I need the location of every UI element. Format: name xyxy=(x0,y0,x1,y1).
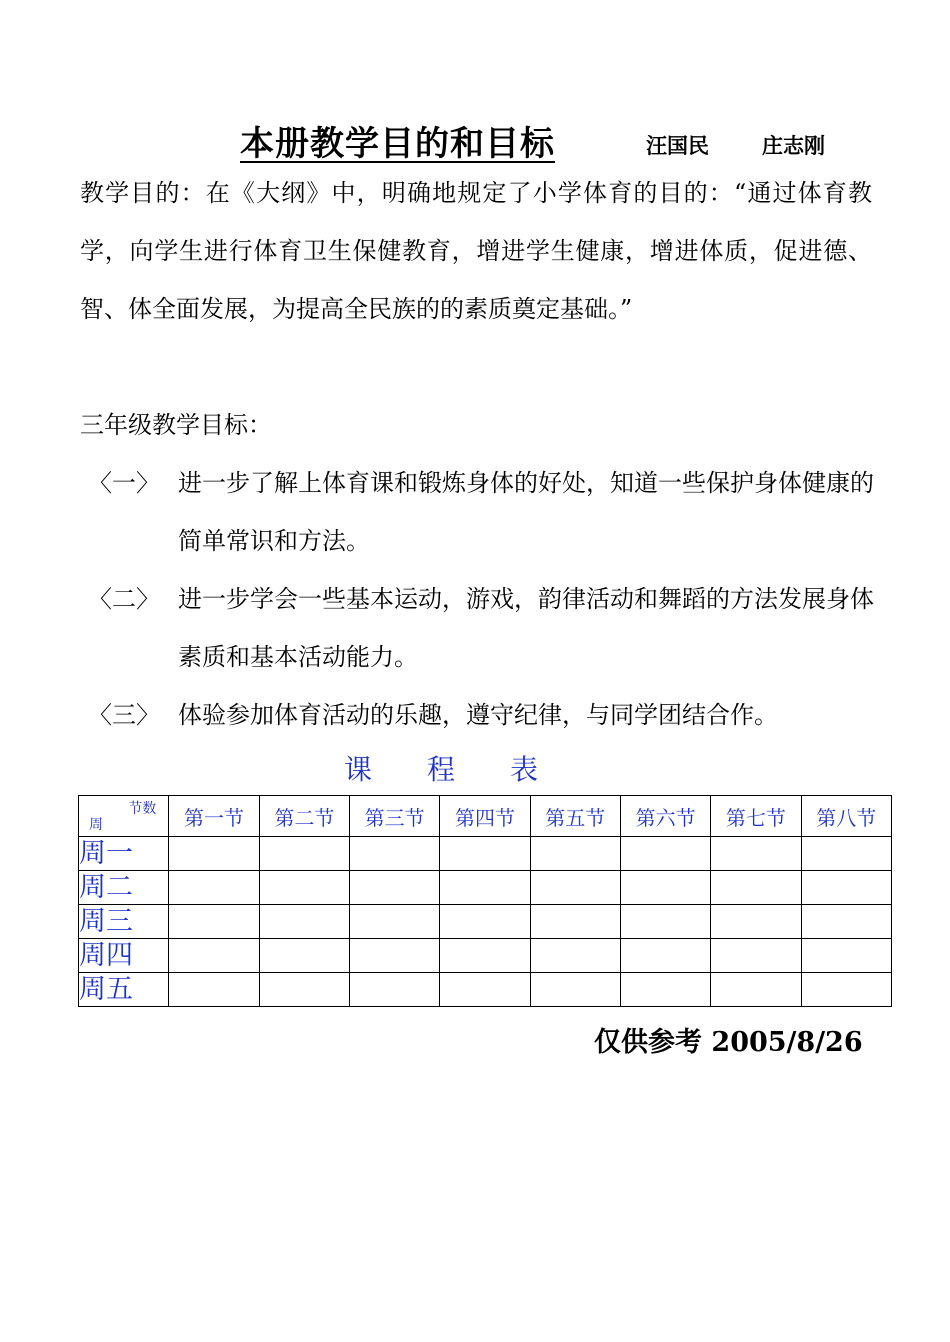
goal-item xyxy=(80,686,880,744)
schedule-cell[interactable] xyxy=(350,837,440,871)
schedule-cell[interactable] xyxy=(530,837,620,871)
footer-date: 2005/8/26 xyxy=(711,1027,863,1058)
period-header: 第一节 xyxy=(169,796,259,837)
goal-text: 体验参加体育活动的乐趣，遵守纪律，与同学团结合作。 xyxy=(178,701,778,729)
schedule-cell[interactable] xyxy=(440,871,530,905)
title-row xyxy=(0,112,950,162)
schedule-cell[interactable] xyxy=(440,973,530,1007)
schedule-cell[interactable] xyxy=(801,837,891,871)
schedule-cell[interactable] xyxy=(530,871,620,905)
schedule-cell[interactable] xyxy=(259,871,349,905)
schedule-cell[interactable] xyxy=(801,939,891,973)
schedule-cell[interactable] xyxy=(350,871,440,905)
schedule-cell[interactable] xyxy=(530,973,620,1007)
schedule-cell[interactable] xyxy=(711,837,801,871)
period-header: 第七节 xyxy=(711,796,801,837)
period-header: 第八节 xyxy=(801,796,891,837)
day-label: 周四 xyxy=(79,939,169,973)
schedule-cell[interactable] xyxy=(169,939,259,973)
goal-item xyxy=(80,570,880,686)
period-header: 第二节 xyxy=(259,796,349,837)
goal-item xyxy=(80,454,880,570)
corner-week-label: 周 xyxy=(89,817,103,833)
goals-heading: 三年级教学目标： xyxy=(80,411,272,439)
table-row xyxy=(79,905,892,939)
schedule-cell[interactable] xyxy=(801,905,891,939)
author-name: 庄志刚 xyxy=(762,134,825,158)
schedule-cell[interactable] xyxy=(259,973,349,1007)
teaching-purpose-paragraph: 教学目的：在《大纲》中，明确地规定了小学体育的目的：“通过体育教学，向学生进行体育卫生保健教育，增进学生健康，增进体质，促进德、智、体全面发展，为提高全民族的的素质奠定基础。” xyxy=(80,179,872,323)
schedule-cell[interactable] xyxy=(259,837,349,871)
schedule-title: 课程表 xyxy=(344,753,594,786)
schedule-cell[interactable] xyxy=(169,837,259,871)
goal-number: 〈一〉 xyxy=(88,469,160,497)
schedule-corner-cell xyxy=(79,796,169,837)
schedule-header-row xyxy=(79,796,892,837)
schedule-cell[interactable] xyxy=(711,939,801,973)
schedule-cell[interactable] xyxy=(440,939,530,973)
schedule-cell[interactable] xyxy=(620,939,710,973)
table-row xyxy=(79,871,892,905)
schedule-cell[interactable] xyxy=(530,939,620,973)
period-header: 第四节 xyxy=(440,796,530,837)
schedule-cell[interactable] xyxy=(620,905,710,939)
schedule-cell[interactable] xyxy=(440,905,530,939)
schedule-cell[interactable] xyxy=(711,905,801,939)
schedule-cell[interactable] xyxy=(620,837,710,871)
goal-text: 进一步学会一些基本运动，游戏，韵律活动和舞蹈的方法发展身体素质和基本活动能力。 xyxy=(178,585,874,671)
schedule-cell[interactable] xyxy=(169,871,259,905)
schedule-cell[interactable] xyxy=(801,871,891,905)
table-row xyxy=(79,837,892,871)
footer-note xyxy=(594,1020,863,1059)
period-header: 第三节 xyxy=(350,796,440,837)
schedule-cell[interactable] xyxy=(620,871,710,905)
day-label: 周一 xyxy=(79,837,169,871)
schedule-cell[interactable] xyxy=(530,905,620,939)
page-title: 本册教学目的和目标 xyxy=(240,124,555,164)
schedule-table xyxy=(78,795,892,1007)
goal-text: 进一步了解上体育课和锻炼身体的好处，知道一些保护身体健康的简单常识和方法。 xyxy=(178,469,874,555)
day-label: 周二 xyxy=(79,871,169,905)
schedule-cell[interactable] xyxy=(711,871,801,905)
schedule-cell[interactable] xyxy=(801,973,891,1007)
schedule-cell[interactable] xyxy=(350,973,440,1007)
day-label: 周三 xyxy=(79,905,169,939)
schedule-cell[interactable] xyxy=(440,837,530,871)
schedule-cell[interactable] xyxy=(620,973,710,1007)
schedule-cell[interactable] xyxy=(350,939,440,973)
period-header: 第六节 xyxy=(620,796,710,837)
table-row xyxy=(79,973,892,1007)
goal-number: 〈二〉 xyxy=(88,585,160,613)
schedule-cell[interactable] xyxy=(259,939,349,973)
footer-label: 仅供参考 xyxy=(594,1027,702,1058)
schedule-cell[interactable] xyxy=(350,905,440,939)
author-name: 汪国民 xyxy=(646,134,709,158)
goal-number: 〈三〉 xyxy=(88,701,160,729)
schedule-cell[interactable] xyxy=(169,905,259,939)
day-label: 周五 xyxy=(79,973,169,1007)
schedule-cell[interactable] xyxy=(711,973,801,1007)
corner-period-label: 节数 xyxy=(128,801,157,817)
table-row xyxy=(79,939,892,973)
period-header: 第五节 xyxy=(530,796,620,837)
schedule-cell[interactable] xyxy=(259,905,349,939)
schedule-cell[interactable] xyxy=(169,973,259,1007)
